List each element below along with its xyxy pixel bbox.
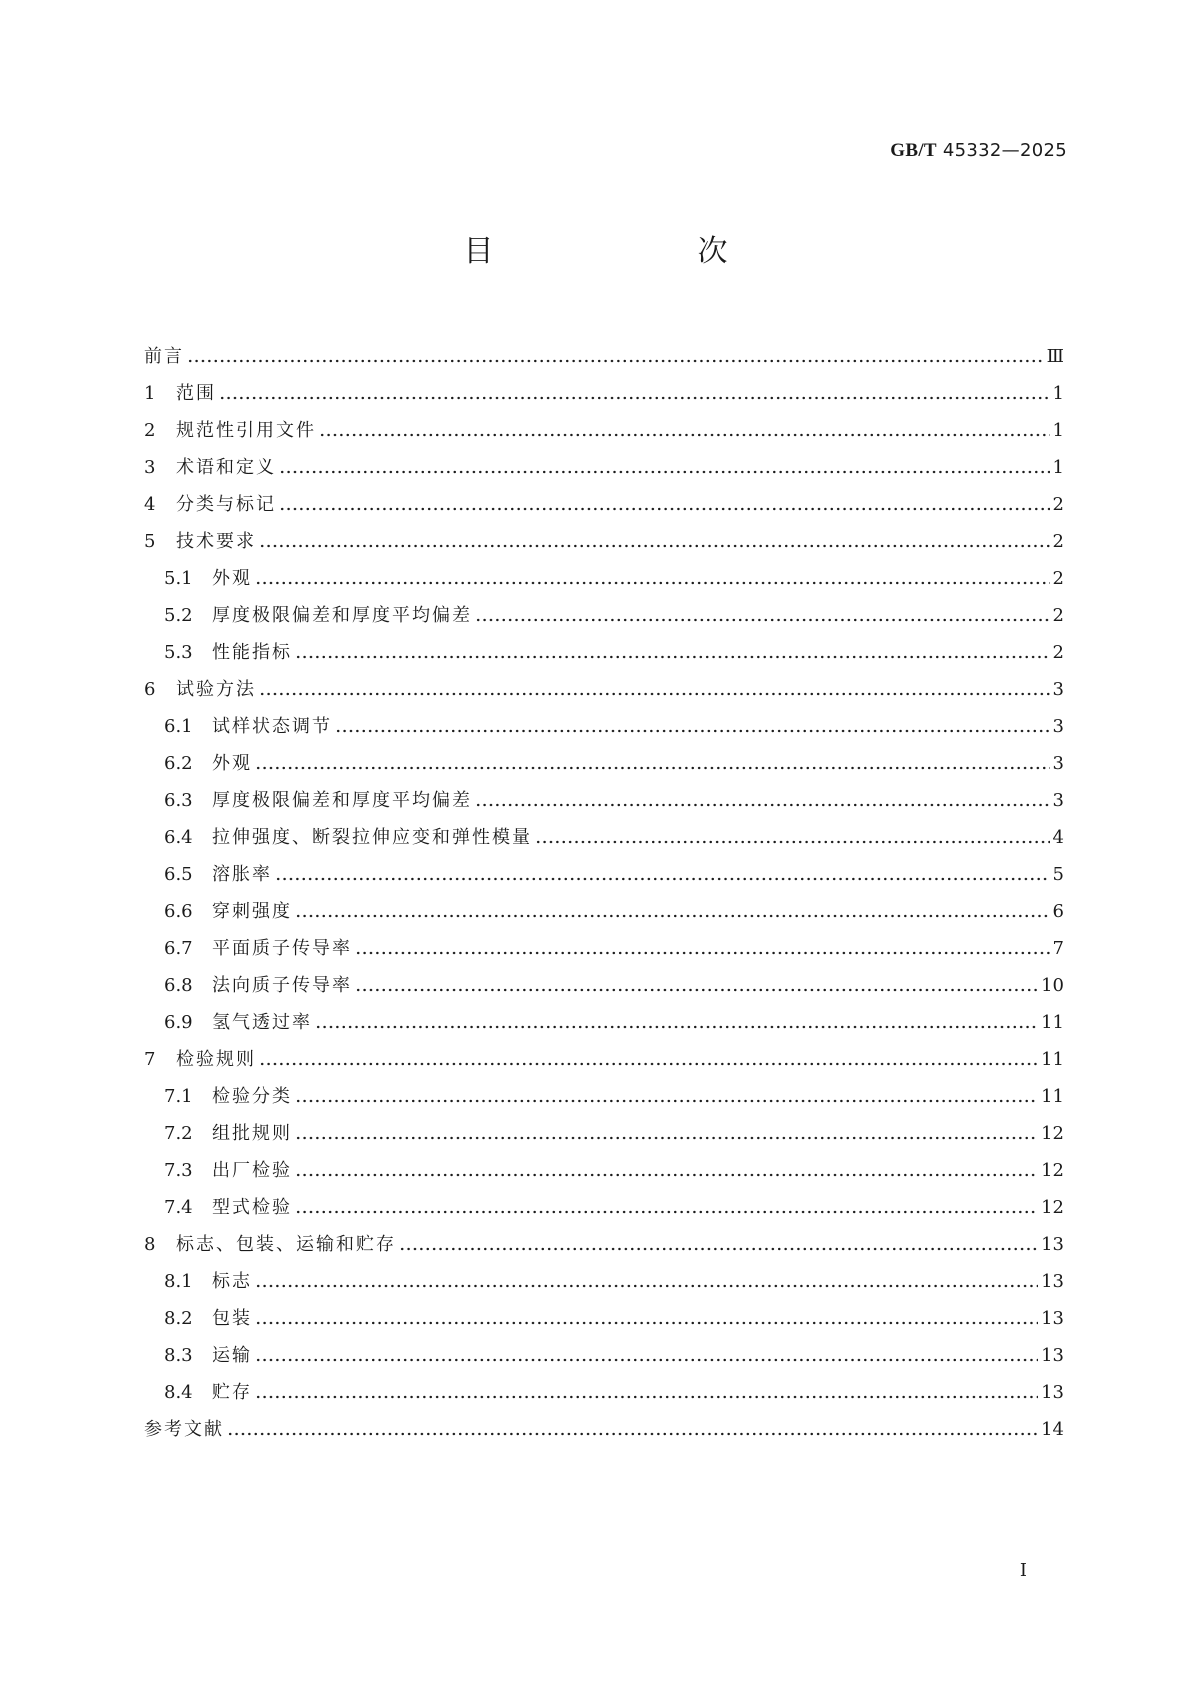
toc-entry-number: 7.4 [164,1197,193,1218]
toc-entry-page: 4 [1052,827,1064,848]
toc-entry-number: 6.2 [164,753,193,774]
toc-entry[interactable] [144,819,1064,856]
toc-entry-number: 5.2 [164,605,193,626]
toc-entry-page: 13 [1041,1234,1064,1255]
toc-entry-label: 标志、包装、运输和贮存 [176,1234,396,1255]
toc-entry-number: 1 [144,383,156,404]
toc-entry-number: 6 [144,679,156,700]
toc-entry[interactable] [144,1041,1064,1078]
toc-entry-number: 6.1 [164,716,193,737]
dot-leader [315,1025,1038,1029]
toc-entry-page: 2 [1052,531,1064,552]
toc-entry-label: 范围 [176,383,216,404]
toc-entry-label: 厚度极限偏差和厚度平均偏差 [212,790,472,811]
toc-entry-label: 型式检验 [212,1197,292,1218]
toc-entry-page: 3 [1052,679,1064,700]
toc-entry-page: 12 [1041,1123,1064,1144]
toc-entry[interactable] [144,1411,1064,1448]
toc-entry[interactable] [144,708,1064,745]
toc-entry[interactable] [144,1337,1064,1374]
toc-entry-number: 2 [144,420,156,441]
toc-entry-number: 3 [144,457,156,478]
toc-entry-number: 5.1 [164,568,193,589]
toc-entry[interactable] [144,1152,1064,1189]
toc-entry[interactable] [144,1300,1064,1337]
standard-prefix: GB/T [890,140,937,161]
toc-entry-label: 组批规则 [212,1123,292,1144]
toc-entry-page: 5 [1052,864,1064,885]
toc-entry-page: 11 [1041,1012,1064,1033]
toc-entry-number: 7.1 [164,1086,193,1107]
toc-entry-label: 法向质子传导率 [212,975,352,996]
toc-entry-label: 穿刺强度 [212,901,292,922]
dot-leader [259,544,1050,548]
toc-entry-number: 8.1 [164,1271,193,1292]
dot-leader [295,1099,1038,1103]
toc-entry[interactable] [144,1078,1064,1115]
dot-leader [187,359,1044,363]
dot-leader [295,1173,1038,1177]
toc-entry-page: Ⅲ [1046,346,1064,367]
toc-entry[interactable] [144,1263,1064,1300]
toc-entry-page: 7 [1052,938,1064,959]
toc-entry-page: 13 [1041,1382,1064,1403]
dot-leader [295,1136,1038,1140]
toc-entry-page: 13 [1041,1271,1064,1292]
dot-leader [355,951,1050,955]
standard-number: 45332—2025 [942,140,1067,161]
toc-entry-number: 8.4 [164,1382,193,1403]
toc-entry[interactable] [144,486,1064,523]
toc-entry[interactable] [144,634,1064,671]
toc-entry[interactable] [144,745,1064,782]
toc-entry-label: 溶胀率 [212,864,272,885]
toc-entry-label: 术语和定义 [176,457,276,478]
toc-entry[interactable] [144,523,1064,560]
toc-entry-label: 厚度极限偏差和厚度平均偏差 [212,605,472,626]
toc-entry-page: 1 [1052,420,1064,441]
toc-entry-label: 试样状态调节 [212,716,332,737]
toc-entry-label: 前言 [144,346,184,367]
table-of-contents [144,338,1064,1448]
toc-entry-number: 8 [144,1234,156,1255]
toc-entry-page: 3 [1052,790,1064,811]
dot-leader [255,766,1050,770]
toc-entry-label: 技术要求 [176,531,256,552]
toc-entry-label: 平面质子传导率 [212,938,352,959]
dot-leader [319,433,1050,437]
toc-entry-page: 2 [1052,494,1064,515]
dot-leader [255,1284,1038,1288]
toc-entry[interactable] [144,671,1064,708]
toc-entry[interactable] [144,375,1064,412]
toc-entry-number: 5.3 [164,642,193,663]
toc-entry-number: 6.4 [164,827,193,848]
toc-entry-page: 2 [1052,605,1064,626]
toc-entry-label: 性能指标 [212,642,292,663]
dot-leader [275,877,1050,881]
toc-entry-label: 规范性引用文件 [176,420,316,441]
toc-entry[interactable] [144,856,1064,893]
toc-entry-number: 6.5 [164,864,193,885]
toc-entry-label: 检验规则 [176,1049,256,1070]
toc-entry-page: 13 [1041,1308,1064,1329]
toc-entry-number: 4 [144,494,156,515]
dot-leader [279,470,1050,474]
dot-leader [279,507,1050,511]
standard-code [890,140,1067,162]
toc-entry-page: 2 [1052,642,1064,663]
toc-entry[interactable] [144,1115,1064,1152]
toc-entry-page: 3 [1052,753,1064,774]
toc-entry-label: 参考文献 [144,1419,224,1440]
toc-entry-number: 7 [144,1049,156,1070]
dot-leader [295,655,1050,659]
toc-entry[interactable] [144,338,1064,375]
toc-entry-page: 1 [1052,457,1064,478]
toc-entry-label: 分类与标记 [176,494,276,515]
toc-entry-label: 氢气透过率 [212,1012,312,1033]
dot-leader [399,1247,1038,1251]
toc-entry-label: 试验方法 [176,679,256,700]
toc-entry-page: 11 [1041,1049,1064,1070]
toc-entry-number: 5 [144,531,156,552]
dot-leader [535,840,1050,844]
toc-entry[interactable] [144,930,1064,967]
dot-leader [255,581,1050,585]
toc-entry[interactable] [144,449,1064,486]
toc-entry-page: 12 [1041,1160,1064,1181]
toc-entry-number: 6.3 [164,790,193,811]
toc-entry[interactable] [144,1189,1064,1226]
dot-leader [255,1321,1038,1325]
toc-entry-label: 贮存 [212,1382,252,1403]
toc-entry-label: 外观 [212,568,252,589]
toc-entry-page: 6 [1052,901,1064,922]
toc-entry[interactable] [144,1226,1064,1263]
toc-entry[interactable] [144,412,1064,449]
dot-leader [475,803,1050,807]
toc-entry-page: 1 [1052,383,1064,404]
dot-leader [227,1432,1038,1436]
dot-leader [259,692,1050,696]
toc-entry-label: 出厂检验 [212,1160,292,1181]
toc-entry[interactable] [144,967,1064,1004]
toc-entry[interactable] [144,560,1064,597]
toc-entry[interactable] [144,893,1064,930]
dot-leader [259,1062,1038,1066]
toc-entry-number: 6.6 [164,901,193,922]
toc-entry-number: 8.3 [164,1345,193,1366]
toc-entry[interactable] [144,597,1064,634]
dot-leader [475,618,1050,622]
toc-entry-label: 运输 [212,1345,252,1366]
dot-leader [295,1210,1038,1214]
toc-entry-number: 6.8 [164,975,193,996]
toc-entry-page: 2 [1052,568,1064,589]
dot-leader [335,729,1050,733]
toc-entry-label: 包装 [212,1308,252,1329]
toc-entry-page: 11 [1041,1086,1064,1107]
toc-entry[interactable] [144,1004,1064,1041]
toc-entry-page: 14 [1041,1419,1064,1440]
toc-entry-number: 8.2 [164,1308,193,1329]
toc-entry[interactable] [144,782,1064,819]
toc-entry-page: 10 [1041,975,1064,996]
toc-title: 目 次 [463,234,776,269]
page-number: Ⅰ [1019,1560,1027,1581]
toc-entry-label: 拉伸强度、断裂拉伸应变和弹性模量 [212,827,532,848]
dot-leader [219,396,1050,400]
toc-entry-number: 7.3 [164,1160,193,1181]
dot-leader [295,914,1050,918]
dot-leader [355,988,1038,992]
toc-entry-page: 3 [1052,716,1064,737]
dot-leader [255,1358,1038,1362]
toc-entry-label: 标志 [212,1271,252,1292]
dot-leader [255,1395,1038,1399]
toc-entry-number: 6.9 [164,1012,193,1033]
toc-entry-page: 13 [1041,1345,1064,1366]
toc-entry[interactable] [144,1374,1064,1411]
toc-entry-label: 外观 [212,753,252,774]
toc-entry-label: 检验分类 [212,1086,292,1107]
toc-entry-number: 7.2 [164,1123,193,1144]
toc-entry-number: 6.7 [164,938,193,959]
toc-entry-page: 12 [1041,1197,1064,1218]
